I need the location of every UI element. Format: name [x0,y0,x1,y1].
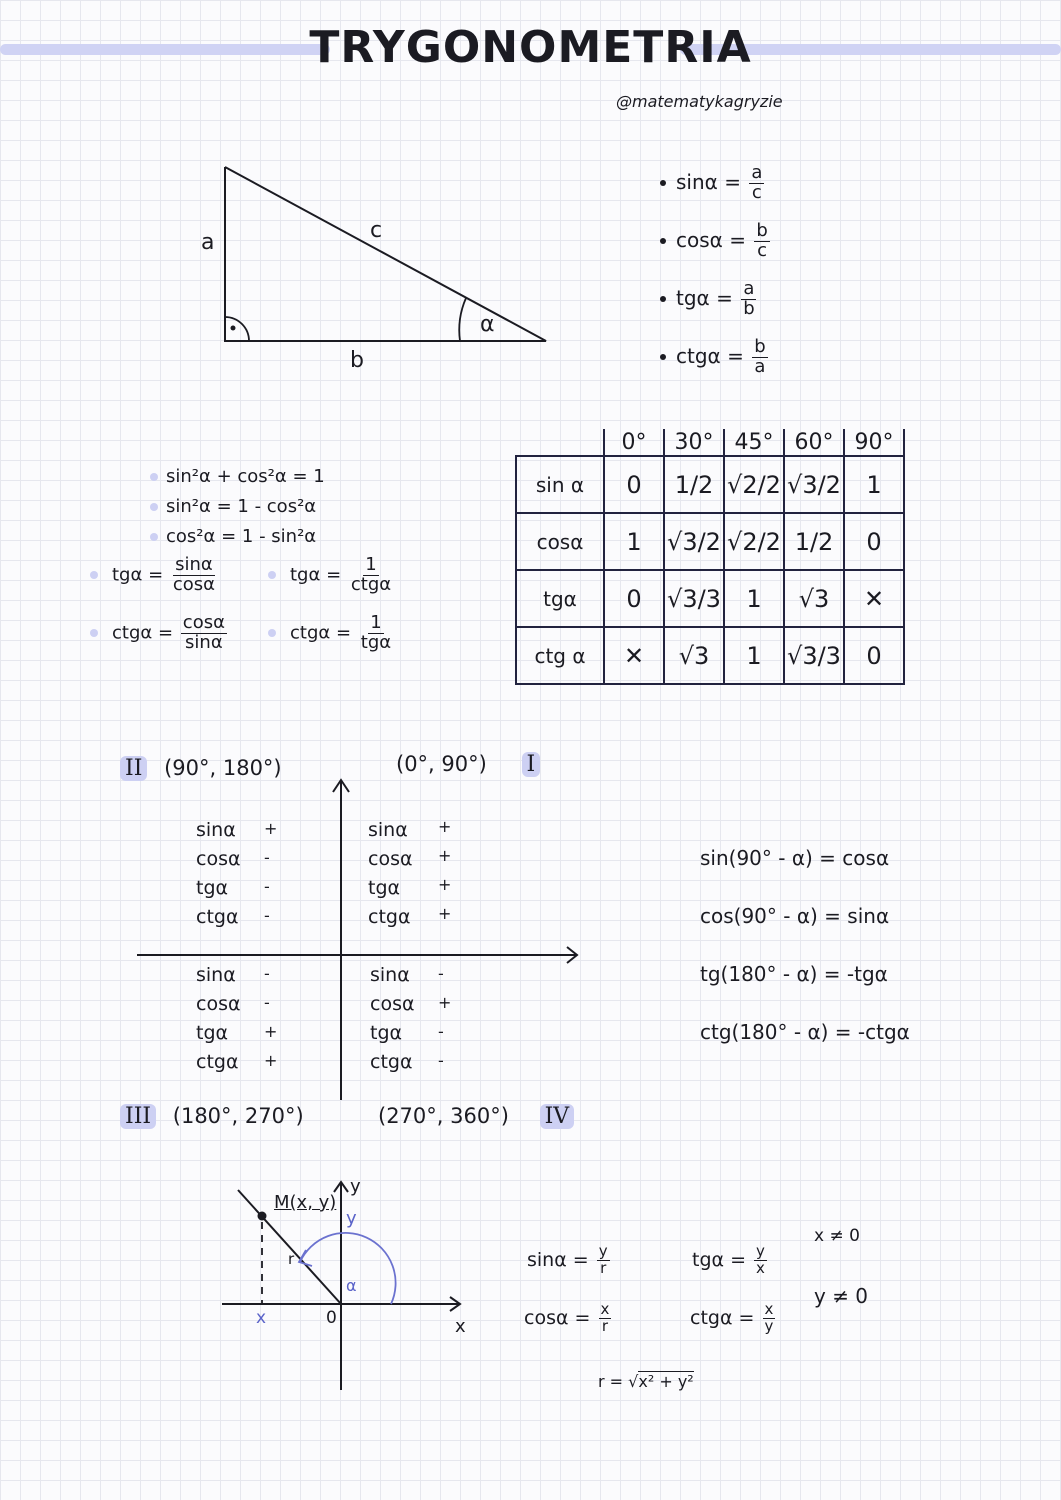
page-title: TRYGONOMETRIA [309,22,752,73]
bullet-dot [660,238,666,244]
quadrant-3-roman: III [120,1104,156,1129]
table-row-header: ctg α [516,627,604,684]
quotient-tg-ctg [268,556,395,595]
fraction [181,614,227,653]
table-cell: √3 [784,570,844,627]
y-axis-label: y [350,1176,361,1197]
sign: - [438,1051,444,1070]
fraction [752,338,767,377]
fraction-den: sinα [185,631,223,653]
angle-label: α [346,1276,357,1295]
bullet-dot [90,571,98,579]
identity-sin-squared [150,496,316,517]
fraction-num: x [764,1300,774,1318]
author-handle: @matematykagryzie [616,92,783,111]
definition-lhs: tgα = [676,285,733,310]
formula-lhs: cosα = [524,1306,591,1329]
table-cell: 0 [604,456,664,513]
definition-sin [660,164,766,203]
definition-cos [660,222,772,261]
fraction-num: b [754,336,766,357]
quadrant-2-label [120,756,282,781]
formula-lhs: sinα = [527,1248,589,1271]
sign: - [264,848,270,867]
sign: - [438,964,444,983]
quadrant-4-label [378,1104,574,1129]
fraction-den: cosα [172,573,216,595]
fraction-num: cosα [182,612,225,633]
table-header-cell: 0° [604,429,664,456]
fraction [349,556,393,595]
quadrant-3-label [120,1104,304,1129]
quadrant-2-range: (90°, 180°) [164,756,282,780]
fraction-num: a [743,278,755,299]
fraction-den: c [751,181,762,203]
sign: + [264,819,278,838]
definition-ctg [660,338,770,377]
bullet-dot [660,180,666,186]
quadrant-4-functions [370,961,415,1077]
fraction [763,1302,776,1335]
coord-formula-cos [524,1302,613,1335]
function-name: cosα [196,848,241,870]
fraction-den: r [600,1258,607,1277]
sign: + [438,817,452,836]
fraction [741,280,756,319]
function-name: ctgα [368,906,411,928]
quadrant-1-range: (0°, 90°) [396,752,487,776]
radius-label: r [288,1250,295,1268]
angle-arc-arrow [299,1250,312,1266]
bullet-dot [150,503,158,511]
fraction-num: a [751,162,763,183]
quadrant-1-label [396,752,540,777]
triangle-label-b: b [350,348,364,373]
function-name: tgα [196,1022,229,1044]
table-cell: √3/3 [664,570,724,627]
sign: + [264,1022,278,1041]
sign: - [264,964,270,983]
fraction-den: r [601,1316,609,1335]
fraction [171,556,217,595]
reduction-formula: cos(90° - α) = sinα [700,904,890,928]
identity-pythagorean [150,466,325,487]
quadrant-1-signs [438,812,451,928]
fraction-num: y [756,1242,765,1260]
table-cell: √3/3 [784,627,844,684]
sign: + [438,846,452,865]
fraction [749,164,764,203]
bullet-dot [90,629,98,637]
table-row-header: tgα [516,570,604,627]
table-row [516,456,904,513]
bullet-dot [268,629,276,637]
sign: + [438,993,452,1012]
table-header-cell: 90° [844,429,904,456]
function-name: tgα [368,877,401,899]
sign: + [438,875,452,894]
function-name: ctgα [370,1051,413,1073]
quadrant-1-roman: I [522,752,541,777]
sign: - [264,877,270,896]
definition-lhs: ctgα = [676,343,744,368]
right-angle-dot [231,326,236,331]
table-cell: 1 [724,570,784,627]
function-name: cosα [370,993,415,1015]
quotient-lhs: ctgα = [112,622,174,644]
fraction [754,1244,767,1277]
quadrant-1-functions [368,816,413,932]
identity-cos-squared [150,526,316,547]
fraction-den: c [757,239,767,261]
identity-text: sin²α + cos²α = 1 [166,466,325,487]
y-projection-label: y [346,1208,357,1229]
right-angle-arc [225,317,249,341]
sign: - [264,993,270,1012]
quadrant-4-range: (270°, 360°) [378,1104,509,1128]
quotient-tg-sin-cos [90,556,219,595]
quotient-ctg-tg [268,614,395,653]
table-cell: √3/2 [784,456,844,513]
condition-x: x ≠ 0 [814,1226,860,1246]
table-corner [516,429,604,456]
table-cell: 1 [844,456,904,513]
table-cell: 1/2 [784,513,844,570]
table-header-cell: 30° [664,429,724,456]
quotient-lhs: tgα = [112,564,164,586]
function-name: sinα [196,819,236,841]
radius-formula-lhs: r = [598,1372,624,1391]
triangle-outline [225,167,546,341]
fraction-den: tgα [360,631,392,653]
fraction-num: 1 [365,554,377,575]
table-row [516,570,904,627]
table-cell: 0 [844,627,904,684]
function-name: tgα [196,877,229,899]
function-name: sinα [368,819,408,841]
function-name: ctgα [196,906,239,928]
radius-formula-radicand: x² + y² [638,1372,694,1391]
quadrant-2-signs [264,814,277,930]
fraction-num: 1 [370,612,382,633]
table-header-row [516,429,904,456]
origin-label: 0 [326,1308,337,1328]
identity-text: cos²α = 1 - sin²α [166,526,317,547]
table-header-cell: 60° [784,429,844,456]
quadrant-4-roman: IV [540,1104,575,1129]
definition-lhs: sinα = [676,169,741,194]
quadrant-3-range: (180°, 270°) [172,1104,304,1128]
table-cell: 0 [604,570,664,627]
function-name: cosα [196,993,241,1015]
table-cell: √3 [664,627,724,684]
sign: - [438,1022,444,1041]
radius-formula [598,1372,694,1391]
alpha-angle-arc [459,298,466,341]
fraction-den: a [754,355,766,377]
reduction-formula: ctg(180° - α) = -ctgα [700,1020,910,1044]
sqrt-sign: √ [628,1372,639,1391]
fraction-num: b [756,220,768,241]
fraction [597,1244,610,1277]
reduction-formula: tg(180° - α) = -tgα [700,962,888,986]
table-row-header: sin α [516,456,604,513]
definition-tg [660,280,759,319]
fraction [359,614,393,653]
table-row [516,513,904,570]
triangle-label-c: c [370,218,383,243]
quotient-lhs: tgα = [290,564,342,586]
bullet-dot [150,473,158,481]
function-name: sinα [196,964,236,986]
fraction [599,1302,612,1335]
fraction-den: b [743,297,755,319]
formula-lhs: ctgα = [690,1306,755,1329]
triangle-label-alpha: α [480,312,495,337]
fraction-num: y [598,1242,608,1260]
sign: - [264,906,270,925]
function-name: cosα [368,848,413,870]
fraction-den: ctgα [350,573,392,595]
table-header-cell: 45° [724,429,784,456]
table-cell: √2/2 [724,456,784,513]
triangle-label-a: a [201,230,215,255]
quadrant-4-signs [438,959,451,1075]
condition-y: y ≠ 0 [814,1284,869,1308]
sign: + [438,904,452,923]
reduction-formula: sin(90° - α) = cosα [700,846,890,870]
coord-formula-ctg [690,1302,777,1335]
bullet-dot [660,296,666,302]
function-name: ctgα [196,1051,239,1073]
bullet-dot [150,533,158,541]
quadrant-2-roman: II [120,756,147,781]
table-cell: ✕ [604,627,664,684]
function-name: sinα [370,964,410,986]
table-cell: 1 [724,627,784,684]
trig-values-table [515,429,905,685]
table-cell: 1/2 [664,456,724,513]
fraction-num: sinα [175,554,213,575]
table-cell: 0 [844,513,904,570]
fraction-den: y [764,1316,774,1335]
table-cell: 1 [604,513,664,570]
quadrant-2-functions [196,816,241,932]
table-cell: ✕ [844,570,904,627]
definition-lhs: cosα = [676,227,746,252]
function-name: tgα [370,1022,403,1044]
table-cell: √3/2 [664,513,724,570]
identity-text: sin²α = 1 - cos²α [166,496,317,517]
fraction [754,222,769,261]
formula-lhs: tgα = [692,1248,746,1271]
quadrant-3-signs [264,959,277,1075]
bullet-dot [660,354,666,360]
coord-formula-sin [527,1244,612,1277]
coord-formula-tg [692,1244,769,1277]
sign: + [264,1051,278,1070]
point-m-label: M(x, y) [274,1192,337,1213]
table-row [516,627,904,684]
fraction-num: x [600,1300,610,1318]
table-cell: √2/2 [724,513,784,570]
quadrant-3-functions [196,961,241,1077]
x-axis-label: x [455,1316,466,1337]
table-row-header: cosα [516,513,604,570]
quotient-lhs: ctgα = [290,622,352,644]
point-m [258,1212,267,1221]
quotient-ctg-cos-sin [90,614,229,653]
x-projection-label: x [256,1308,267,1328]
fraction-den: x [756,1258,765,1277]
bullet-dot [268,571,276,579]
